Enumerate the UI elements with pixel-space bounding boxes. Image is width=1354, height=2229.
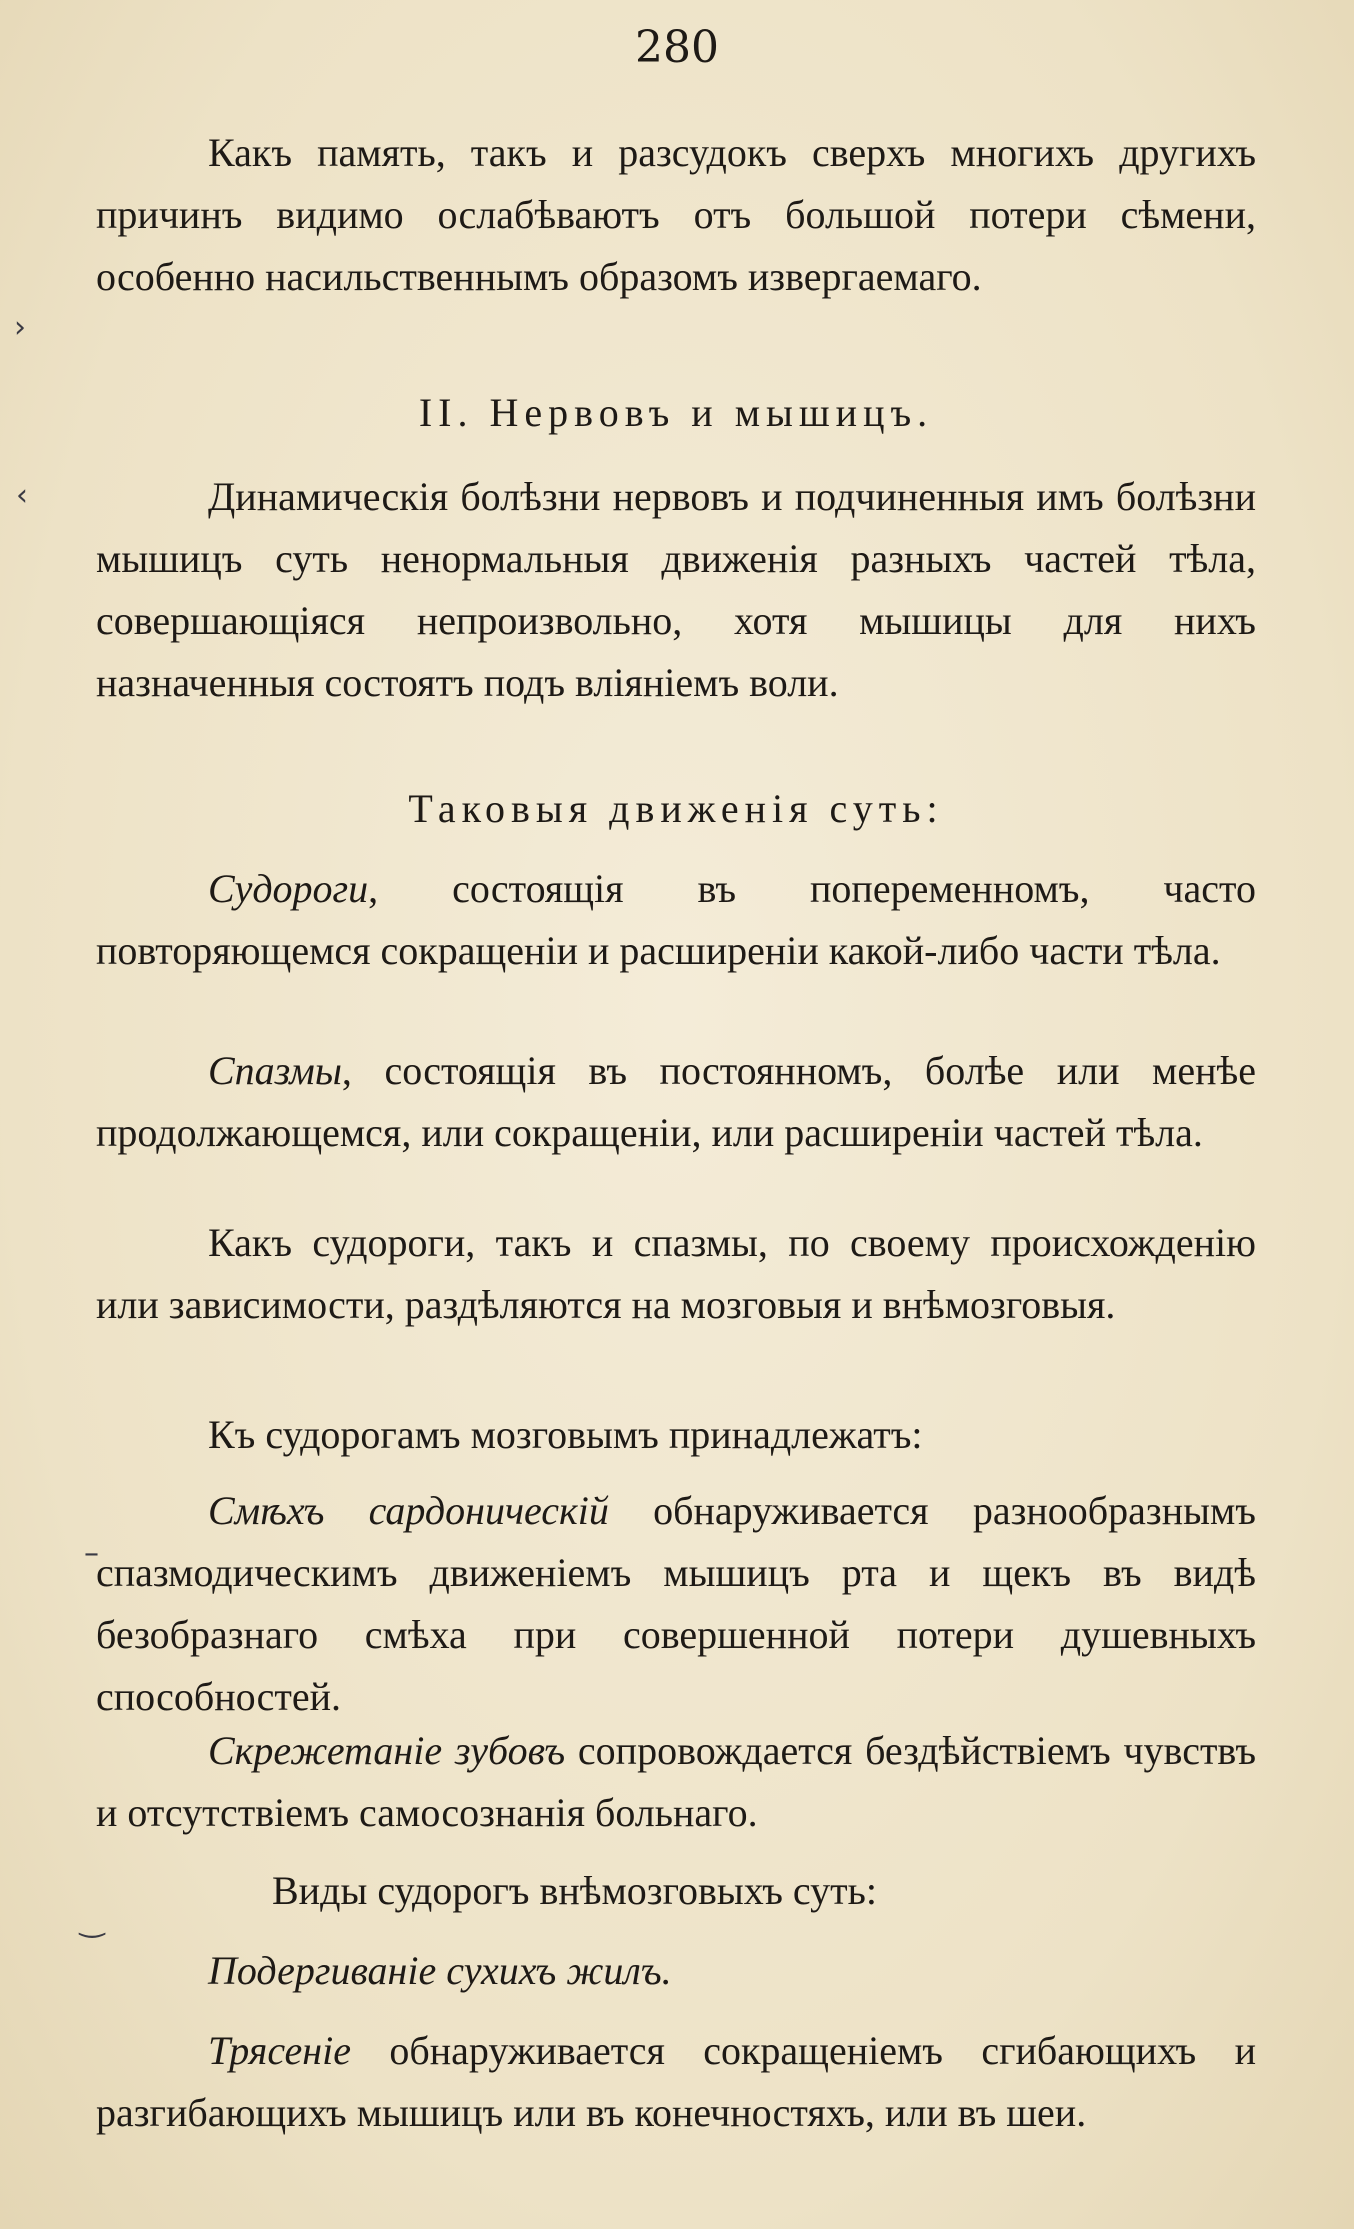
margin-mark-3: –	[84, 1536, 99, 1571]
paragraph-extracerebral-list: Виды судорогъ внѣмозговыхъ суть:	[272, 1868, 877, 1913]
term-sardonic-laughter: Смѣхъ сардоническій	[208, 1488, 609, 1533]
paragraph-sardonic-laughter	[96, 1480, 1256, 1728]
definition-convulsions: , состоящія въ попеременномъ, часто повторяющемся сокращеніи и расширеніи какой-либо части тѣла.	[96, 866, 1256, 973]
paragraph-cerebral-list: Къ судорогамъ мозговымъ принадлежатъ:	[208, 1412, 923, 1457]
section-heading	[96, 382, 1256, 444]
margin-mark-2: ‹	[16, 478, 28, 513]
term-twitching: Подергиваніе сухихъ жилъ.	[208, 1948, 672, 1993]
term-tremor: Трясеніе	[208, 2028, 352, 2073]
page-number: 280	[635, 22, 719, 73]
definition-teeth-grinding: сопровождается бездѣйствіемъ чувствъ и отсутствіемъ самосознанія больнаго.	[96, 1728, 1256, 1835]
term-teeth-grinding: Скрежетаніе зубовъ	[208, 1728, 566, 1773]
paragraph-classification: Какъ судороги, такъ и спазмы, по своему происхожденію или зависимости, раздѣляются на мозговыя и внѣмозговыя.	[96, 1220, 1256, 1327]
definition-spasms: , состоящія въ постоянномъ, болѣе или менѣе продолжающемся, или сокращеніи, или расширеніи частей тѣла.	[96, 1048, 1256, 1155]
paragraph-memory: Какъ память, такъ и разсудокъ сверхъ многихъ другихъ причинъ видимо ослабѣваютъ отъ большой потери сѣмени, особенно насильственнымъ образомъ извергаемаго.	[96, 130, 1256, 299]
definition-tremor: обнаруживается сокращеніемъ сгибающихъ и разгибающихъ мышицъ или въ конечностяхъ, или въ шеи.	[96, 2028, 1256, 2135]
term-convulsions: Судороги	[208, 866, 369, 911]
subheading-movements-text: Таковыя движенія суть:	[408, 786, 944, 831]
paragraph-convulsions	[96, 858, 1256, 982]
paragraph-dynamic-diseases: Динамическія болѣзни нервовъ и подчиненныя имъ болѣзни мышицъ суть ненормальныя движенія разныхъ частей тѣла, совершающіяся непроизвольно, хотя мышицы для нихъ назначенныя состоятъ подъ вліяніемъ воли.	[96, 474, 1256, 705]
paragraph-spasms	[96, 1040, 1256, 1164]
paragraph-twitching	[96, 1940, 1256, 2002]
section-heading-text: II. Нервовъ и мышицъ.	[418, 390, 934, 435]
subheading-movements	[96, 778, 1256, 840]
paragraph-tremor	[96, 2020, 1256, 2144]
margin-mark-4: ‿	[80, 1904, 105, 1939]
term-spasms: Спазмы	[208, 1048, 342, 1093]
margin-mark-1: ›	[14, 310, 26, 345]
paragraph-teeth-grinding	[96, 1720, 1256, 1844]
definition-sardonic-laughter: обнаруживается разнообразнымъ спазмодическимъ движеніемъ мышицъ рта и щекъ въ видѣ безобразнаго смѣха при совершенной потери душевныхъ способностей.	[96, 1488, 1256, 1719]
